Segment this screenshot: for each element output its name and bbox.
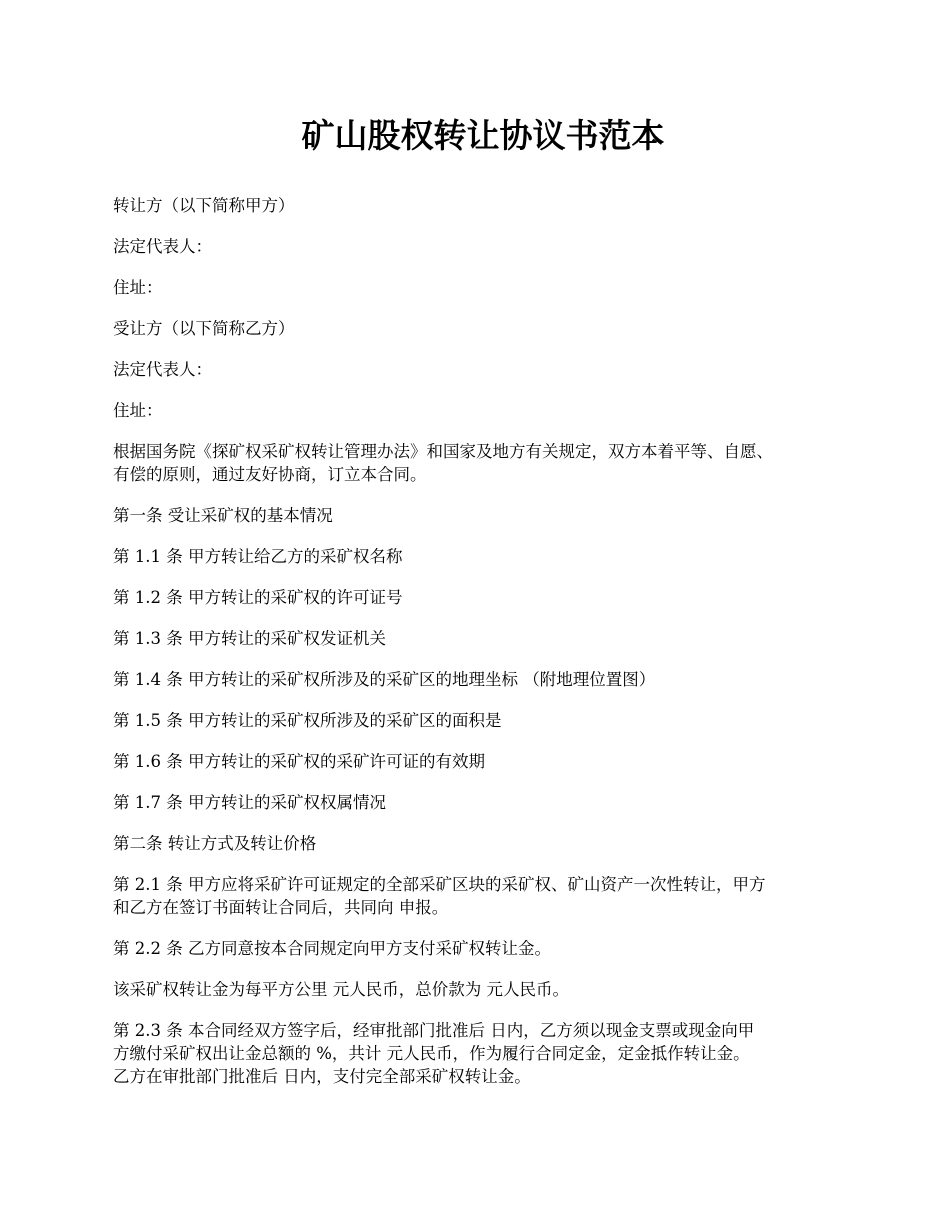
clause-1-7: 第 1.7 条 甲方转让的采矿权权属情况 (113, 793, 386, 812)
transferee-label: 受让方（以下简称乙方） (113, 319, 295, 338)
transferor-address: 住址： (113, 278, 163, 297)
clause-1-5: 第 1.5 条 甲方转让的采矿权所涉及的采矿区的面积是 (113, 711, 502, 730)
clause-2-3-line-3: 乙方在审批部门批准后 日内，支付完全部采矿权转让金。 (113, 1067, 531, 1086)
article-1-heading: 第一条 受让采矿权的基本情况 (113, 506, 333, 525)
transferee-legal-rep: 法定代表人： (113, 360, 212, 379)
clause-1-1: 第 1.1 条 甲方转让给乙方的采矿权名称 (113, 547, 403, 566)
clause-2-3-line-1: 第 2.3 条 本合同经双方签字后，经审批部门批准后 日内，乙方须以现金支票或现金向甲 (113, 1021, 755, 1040)
preamble-line-2: 有偿的原则，通过友好协商，订立本合同。 (113, 465, 427, 484)
transferor-legal-rep: 法定代表人： (113, 237, 212, 256)
clause-2-3-line-2: 方缴付采矿权出让金总额的 %，共计 元人民币，作为履行合同定金，定金抵作转让金。 (113, 1044, 750, 1063)
clause-2-1-line-1: 第 2.1 条 甲方应将采矿许可证规定的全部采矿区块的采矿权、矿山资产一次性转让，甲方 (113, 875, 766, 894)
article-2-heading: 第二条 转让方式及转让价格 (113, 834, 317, 853)
transferee-address: 住址： (113, 401, 163, 420)
clause-1-2: 第 1.2 条 甲方转让的采矿权的许可证号 (113, 588, 403, 607)
clause-1-4: 第 1.4 条 甲方转让的采矿权所涉及的采矿区的地理坐标 （附地理位置图） (113, 670, 656, 689)
preamble-line-1: 根据国务院《探矿权采矿权转让管理办法》和国家及地方有关规定，双方本着平等、自愿、 (113, 442, 773, 461)
document-title: 矿山股权转让协议书范本 (301, 116, 665, 155)
clause-2-1-line-2: 和乙方在签订书面转让合同后，共同向 申报。 (113, 898, 449, 917)
clause-1-3: 第 1.3 条 甲方转让的采矿权发证机关 (113, 629, 386, 648)
clause-2-1 (113, 873, 853, 919)
transferor-label: 转让方（以下简称甲方） (113, 196, 295, 215)
clause-2-3 (113, 1019, 853, 1088)
preamble-paragraph (113, 440, 853, 486)
clause-1-6: 第 1.6 条 甲方转让的采矿权的采矿许可证的有效期 (113, 752, 485, 771)
clause-2-2: 第 2.2 条 乙方同意按本合同规定向甲方支付采矿权转让金。 (113, 939, 551, 958)
transfer-fee-paragraph: 该采矿权转让金为每平方公里 元人民币，总价款为 元人民币。 (113, 980, 569, 999)
document-page (113, 112, 853, 1106)
